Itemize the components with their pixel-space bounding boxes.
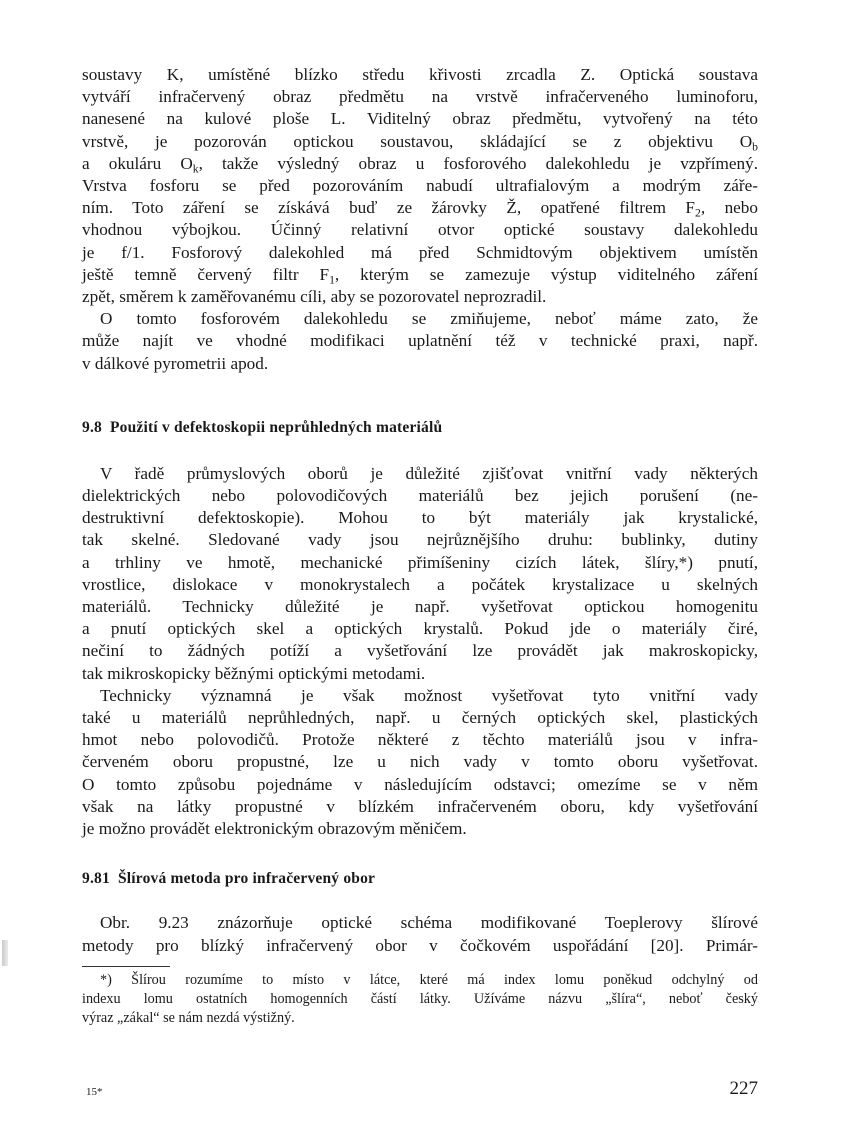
paragraph-4 — [82, 685, 758, 840]
text-line: je f/1. Fosforový dalekohled má před Schmidtovým objektivem umístěn — [82, 242, 758, 262]
subscript: 2 — [694, 206, 701, 220]
text-line — [82, 264, 758, 286]
text-fragment: , nebo — [700, 198, 758, 218]
text-line — [82, 197, 758, 219]
text-line: Obr. 9.23 znázorňuje optické schéma modifikované Toeplerovy šlírové — [100, 913, 758, 933]
section-number: 9.81 — [82, 870, 110, 888]
footnote — [82, 971, 758, 1028]
text-line: Technicky významná je však možnost vyšetřovat tyto vnitřní vady — [100, 685, 758, 705]
text-line: je možno provádět elektronickým obrazovým měničem. — [82, 819, 467, 839]
text-fragment: vrstvě, je pozorován optickou soustavou, skládající se z objektivu O — [82, 131, 753, 151]
text-line: a trhliny ve hmotě, mechanické přimíšeniny cizích látek, šlíry,*) pnutí, — [82, 552, 758, 572]
text-line — [82, 131, 758, 153]
text-line: V řadě průmyslových oborů je důležité zjišťovat vnitřní vady některých — [100, 463, 758, 483]
text-line: O tomto způsobu pojednáme v následujícím odstavci; omezíme se v něm — [82, 774, 758, 794]
text-line: a pnutí optických skel a optických krystalů. Pokud jde o materiály čiré, — [82, 619, 758, 639]
page-number: 227 — [729, 1078, 758, 1099]
section-heading-9-81 — [82, 870, 758, 888]
text-line: vrostlice, dislokace v monokrystalech a počátek krystalizace u skelných — [82, 574, 758, 594]
paragraph-3 — [82, 463, 758, 685]
footnote-line: *) Šlírou rozumíme to místo v látce, které má index lomu poněkud odchylný od — [100, 971, 758, 988]
text-line: materiálů. Technicky důležité je např. vyšetřovat optickou homogenitu — [82, 597, 758, 617]
subscript: b — [752, 140, 758, 154]
text-line: soustavy K, umístěné blízko středu křivosti zrcadla Z. Optická soustava — [82, 65, 758, 84]
section-title: Šlírová metoda pro infračervený obor — [117, 870, 376, 888]
text-line: červeném oboru propustné, lze u nich vady v tomto oboru vyšetřovat. — [82, 752, 758, 772]
text-line: metody pro blízký infračervený obor v čočkovém uspořádání [20]. Primár- — [82, 935, 758, 955]
text-line: vhodnou výbojkou. Účinný relativní otvor optické soustavy dalekohledu — [82, 220, 758, 240]
text-line: tak skelné. Sledované vady jsou nejrůznějšího druhu: bublinky, dutiny — [82, 530, 758, 550]
text-line: tak mikroskopicky běžnými optickými metodami. — [82, 663, 426, 683]
text-line: nanesené na kulové ploše L. Viditelný obraz předmětu, vytvořený na této — [82, 109, 758, 129]
section-title: Použití v defektoskopii neprůhledných materiálů — [109, 418, 443, 436]
text-fragment: , takže výsledný obraz u fosforového dalekohledu je vzpřímený. — [198, 153, 758, 173]
paragraph-continuation — [82, 64, 758, 308]
paragraph-5 — [82, 912, 758, 956]
section-number: 9.8 — [82, 418, 102, 436]
text-line: Vrstva fosforu se před pozorováním nabudí ultrafialovým a modrým záře- — [82, 176, 758, 196]
paragraph-2 — [82, 308, 758, 375]
book-page — [82, 64, 758, 1028]
text-line: zpět, směrem k zaměřovanému cíli, aby se pozorovatel neprozradil. — [82, 287, 547, 307]
text-line: O tomto fosforovém dalekohledu se zmiňujeme, neboť máme zato, že — [100, 309, 758, 329]
text-line: hmot nebo polovodičů. Protože některé z těchto materiálů jsou v infra- — [82, 730, 758, 750]
footnote-line: výraz „zákal“ se nám nezdá výstižný. — [82, 1009, 295, 1026]
text-line: také u materiálů neprůhledných, např. u černých optických skel, plastických — [82, 708, 758, 728]
subscript: 1 — [329, 273, 335, 287]
text-line: vytváří infračervený obraz předmětu na vrstvě infračerveného luminoforu, — [82, 87, 758, 107]
section-heading-9-8 — [82, 419, 758, 437]
text-line — [82, 153, 758, 175]
text-fragment: a okuláru O — [82, 153, 193, 173]
text-line: však na látky propustné v blízkém infračerveném oboru, kdy vyšetřování — [82, 796, 758, 816]
text-line: destruktivní defektoskopie). Mohou to být materiály jak krystalické, — [82, 508, 758, 528]
signature-mark: 15* — [86, 1086, 103, 1098]
text-line: dielektrických nebo polovodičových materiálů bez jejich porušení (ne- — [82, 486, 758, 506]
subscript: k — [192, 162, 199, 176]
text-fragment: ještě temně červený filtr F — [82, 264, 330, 284]
footnote-line: indexu lomu ostatních homogenních částí látky. Užíváme názvu „šlíra“, neboť český — [82, 990, 758, 1007]
text-fragment: , kterým se zamezuje výstup viditelného záření — [334, 264, 758, 284]
text-line: nečiní to žádných potíží a vyšetřování lze provádět jak makroskopicky, — [82, 641, 758, 661]
text-line: může najít ve vhodné modifikaci uplatnění též v technické praxi, např. — [82, 331, 758, 351]
text-line: v dálkové pyrometrii apod. — [82, 353, 269, 373]
text-fragment: ním. Toto záření se získává buď ze žárovky Ž, opatřené filtrem F — [82, 198, 695, 218]
scan-edge-mark — [2, 940, 8, 966]
